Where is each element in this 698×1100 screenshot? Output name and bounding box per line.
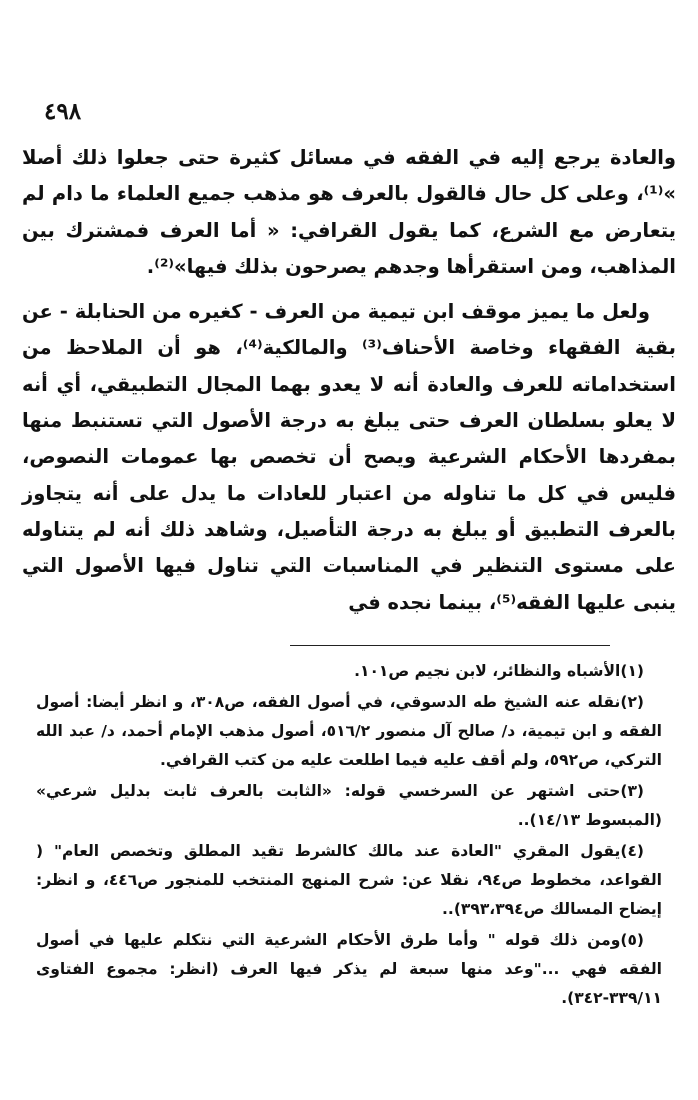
paragraph-1: والعادة يرجع إليه في الفقه في مسائل كثيرة حتى جعلوا ذلك أصلا »⁽¹⁾، وعلى كل حال فالقول بالعرف هو مذهب جميع العلماء ما دام لم يتعارض مع الشرع، كما يقول القرافي: « أما العرف فمشترك بين المذاهب، ومن استقرأها وجدهم يصرحون بذلك فيها»⁽²⁾. bbox=[22, 146, 676, 278]
footnote-5: (٥)ومن ذلك قوله " وأما طرق الأحكام الشرعية التي نتكلم عليها في أصول الفقه فهي ..."وعد منها سبعة لم يذكر فيها العرف (انظر: مجموع الفتاوى ٣٣٩/١١-٣٤٢). bbox=[36, 931, 662, 1007]
footnote-1: (١)الأشباه والنظائر، لابن نجيم ص١٠١. bbox=[354, 662, 644, 680]
paragraph-2: ولعل ما يميز موقف ابن تيمية من العرف - كغيره من الحنابلة - عن بقية الفقهاء وخاصة الأحناف⁽³⁾ والمالكية⁽⁴⁾، هو أن الملاحظ من استخداماته للعرف والعادة أنه لا يعدو بهما المجال التطبيقي، أي أنه لا يعلو بسلطان العرف حتى يبلغ به درجة الأصول التي تستنبط منها بمفردها الأحكام الشرعية ويصح أن تخصص بها عمومات النصوص، فليس في كل ما تناوله من اعتبار للعادات ما يدل على أنه يتجاوز بالعرف التطبيق أو يبلغ به درجة التأصيل، وشاهد ذلك أنه لم يتناوله على مستوى التنظير في المناسبات التي تناول فيها الأصول التي ينبى عليها الفقه⁽⁵⁾، بينما نجده في bbox=[22, 300, 676, 614]
page-number: ٤٩٨ bbox=[44, 98, 82, 125]
footnotes bbox=[36, 657, 662, 1015]
main-text bbox=[22, 140, 676, 621]
footnote-separator bbox=[290, 645, 610, 646]
footnote-2: (٢)نقله عنه الشيخ طه الدسوقي، في أصول الفقه، ص٣٠٨، و انظر أيضا: أصول الفقه و ابن تيمية، د/ صالح آل منصور ٥١٦/٢، أصول مذهب الإمام أحمد، د/ عبد الله التركي، ص٥٩٢، ولم أقف عليه فيما اطلعت عليه من كتب القرافي. bbox=[36, 693, 662, 769]
footnote-3: (٣)حتى اشتهر عن السرخسي قوله: «الثابت بالعرف ثابت بدليل شرعي» (المبسوط ١٤/١٣).. bbox=[36, 782, 662, 829]
footnote-4: (٤)يقول المقري "العادة عند مالك كالشرط تقيد المطلق وتخصص العام" ( القواعد، مخطوط ص٩٤، نقلا عن: شرح المنهج المنتخب للمنجور ص٤٤٦، و انظر: إيضاح المسالك ص٣٩٣،٣٩٤).. bbox=[36, 842, 662, 918]
